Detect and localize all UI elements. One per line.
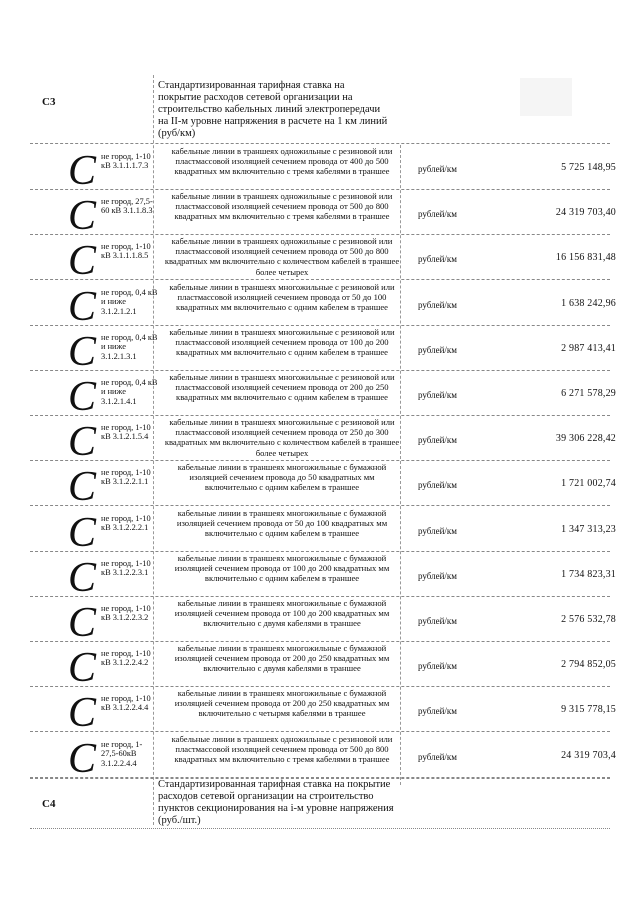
row-description: кабельные линии в траншеях многожильные с бумажной изоляцией сечением провода от 50 до 100 квадратных мм включительно с одним кабелем в траншее <box>176 508 388 539</box>
row-divider <box>30 279 610 280</box>
row-divider <box>30 143 610 144</box>
category-mark: С <box>68 645 97 691</box>
category-mark: С <box>68 510 97 556</box>
row-code-label: не город, 0,4 кВ и ниже 3.1.2.1.2.1 <box>101 288 158 316</box>
row-divider <box>30 189 610 190</box>
row-value: 2 794 852,05 <box>561 659 616 670</box>
row-unit: рублей/км <box>418 571 457 581</box>
row-value: 24 319 703,40 <box>555 207 616 218</box>
row-code-label: не город, 0,4 кВ и ниже 3.1.2.1.4.1 <box>101 378 158 406</box>
row-code-label: не город, 1-10 кВ 3.1.2.2.4.4 <box>101 694 151 713</box>
row-divider <box>30 325 610 326</box>
row-code-label: не город, 1-10 кВ 3.1.1.1.8.5 <box>101 242 151 261</box>
row-description: кабельные линии в траншеях одножильные с резиновой или пластмассовой изоляцией сечением провода от 500 до 800 квадратных мм включительно с тремя кабелями в траншее <box>171 734 393 765</box>
table-row <box>0 508 639 556</box>
category-mark: С <box>68 374 97 420</box>
row-value: 1 721 002,74 <box>561 478 616 489</box>
row-divider <box>30 828 610 829</box>
row-code-label: не город, 1-10 кВ 3.1.2.2.1.1 <box>101 468 151 487</box>
table-row <box>0 191 639 239</box>
row-unit: рублей/км <box>418 164 457 174</box>
row-value: 5 725 148,95 <box>561 162 616 173</box>
row-description: кабельные линии в траншеях многожильные с резиновой или пластмассовой изоляцией сечением провода от 250 до 300 квадратных мм включительно с количеством кабелей в траншее более четырех <box>164 417 400 458</box>
category-mark: С <box>68 329 97 375</box>
row-value: 1 347 313,23 <box>561 524 616 535</box>
row-code-label: не город, 1-10 кВ 3.1.2.1.5.4 <box>101 423 151 442</box>
row-unit: рублей/км <box>418 300 457 310</box>
row-value: 39 306 228,42 <box>555 433 616 444</box>
category-mark: С <box>68 736 97 782</box>
table-row <box>0 462 639 510</box>
table-row <box>0 734 639 782</box>
row-description: кабельные линии в траншеях многожильные с бумажной изоляцией сечением провода от 200 до 250 квадратных мм включительно с четырмя кабелями в траншее <box>174 688 390 719</box>
row-description: кабельные линии в траншеях многожильные с бумажной изоляцией сечением провода от 100 до 200 квадратных мм включительно с двумя кабелями в траншее <box>174 598 390 629</box>
row-unit: рублей/км <box>418 480 457 490</box>
category-mark: С <box>68 690 97 736</box>
row-divider <box>30 731 610 732</box>
table-row <box>0 146 639 194</box>
category-mark: С <box>68 464 97 510</box>
row-description: кабельные линии в траншеях одножильные с резиновой или пластмассовой изоляцией сечением провода от 400 до 500 квадратных мм включительно с тремя кабелями в траншее <box>171 146 393 177</box>
row-code-label: не город, 1-10 кВ 3.1.1.1.7.3 <box>101 152 151 171</box>
row-description: кабельные линии в траншеях многожильные с резиновой или пластмассовой изоляцией сечением провода от 200 до 250 квадратных мм включительно с одним кабелем в траншее <box>169 372 395 403</box>
row-description: кабельные линии в траншеях многожильные с резиновой или пластмассовой изоляцией сечением провода от 50 до 100 квадратных мм включительно с одним кабелем в траншее <box>169 282 395 313</box>
row-code-label: не город, 1-10 кВ 3.1.2.2.3.1 <box>101 559 151 578</box>
row-value: 2 987 413,41 <box>561 343 616 354</box>
row-divider <box>30 686 610 687</box>
row-code-label: не город, 1-10 кВ 3.1.2.2.2.1 <box>101 514 151 533</box>
row-description: кабельные линии в траншеях многожильные с резиновой или пластмассовой изоляцией сечением провода от 100 до 200 квадратных мм включительно с одним кабелем в траншее <box>169 327 395 358</box>
row-value: 6 271 578,29 <box>561 388 616 399</box>
section-c4-title: Стандартизированная тарифная ставка на покрытие расходов сетевой организации на строительство пунктов секционирования на i-м уровне напряжения (руб./шт.) <box>158 779 394 826</box>
row-code-label: не город, 27,5-60 кВ 3.1.1.8.3 <box>101 197 153 216</box>
row-code-label: не город, 0,4 кВ и ниже 3.1.2.1.3.1 <box>101 333 158 361</box>
row-unit: рублей/км <box>418 706 457 716</box>
row-description: кабельные линии в траншеях многожильные с бумажной изоляцией сечением провода от 200 до 250 квадратных мм включительно с двумя кабелями в траншее <box>174 643 390 674</box>
table-row <box>0 553 639 601</box>
row-description: кабельные линии в траншеях одножильные с резиновой или пластмассовой изоляцией сечением провода от 500 до 800 квадратных мм включительно с тремя кабелями в траншее <box>171 191 393 222</box>
table-row <box>0 327 639 375</box>
row-divider <box>30 596 610 597</box>
table-row <box>0 282 639 330</box>
row-unit: рублей/км <box>418 254 457 264</box>
row-value: 16 156 831,48 <box>555 252 616 263</box>
row-divider <box>30 505 610 506</box>
row-description: кабельные линии в траншеях многожильные с бумажной изоляцией сечением провода от 100 до 200 квадратных мм включительно с одним кабелем в траншее <box>174 553 390 584</box>
row-description: кабельные линии в траншеях одножильные с резиновой или пластмассовой изоляцией сечением провода от 500 до 800 квадратных мм включительно с количеством кабелей в траншее более четырех <box>164 236 400 277</box>
table-row <box>0 236 639 284</box>
row-unit: рублей/км <box>418 661 457 671</box>
section-c4-code: С4 <box>42 798 56 810</box>
table-row <box>0 688 639 736</box>
category-mark: С <box>68 148 97 194</box>
table-row <box>0 372 639 420</box>
row-unit: рублей/км <box>418 435 457 445</box>
row-unit: рублей/км <box>418 616 457 626</box>
scan-noise <box>520 78 572 116</box>
row-value: 2 576 532,78 <box>561 614 616 625</box>
row-unit: рублей/км <box>418 209 457 219</box>
row-divider <box>30 415 610 416</box>
row-value: 1 734 823,31 <box>561 569 616 580</box>
row-divider <box>30 551 610 552</box>
row-unit: рублей/км <box>418 752 457 762</box>
row-code-label: не город, 1-10 кВ 3.1.2.2.4.2 <box>101 649 151 668</box>
category-mark: С <box>68 600 97 646</box>
category-mark: С <box>68 193 97 239</box>
table-row <box>0 598 639 646</box>
section-c3-title: Стандартизированная тарифная ставка на покрытие расходов сетевой организации на строительство кабельных линий электропередачи на II-м уровне напряжения в расчете на 1 км линий (руб/км) <box>158 80 388 139</box>
table-row <box>0 417 639 465</box>
row-unit: рублей/км <box>418 390 457 400</box>
category-mark: С <box>68 555 97 601</box>
row-unit: рублей/км <box>418 526 457 536</box>
category-mark: С <box>68 419 97 465</box>
row-code-label: не город, 1-10 кВ 3.1.2.2.3.2 <box>101 604 151 623</box>
row-description: кабельные линии в траншеях многожильные с бумажной изоляцией сечением провода до 50 квадратных мм включительно с одним кабелем в траншее <box>177 462 387 493</box>
row-value: 9 315 778,15 <box>561 704 616 715</box>
category-mark: С <box>68 284 97 330</box>
row-code-label: не город, 1-27,5-60кВ 3.1.2.2.4.4 <box>101 740 143 768</box>
row-unit: рублей/км <box>418 345 457 355</box>
section-c3-code: С3 <box>42 96 56 108</box>
category-mark: С <box>68 238 97 284</box>
row-divider <box>30 641 610 642</box>
row-divider <box>30 234 610 235</box>
row-value: 1 638 242,96 <box>561 298 616 309</box>
table-row <box>0 643 639 691</box>
row-value: 24 319 703,4 <box>561 750 616 761</box>
row-divider <box>30 460 610 461</box>
row-divider <box>30 370 610 371</box>
